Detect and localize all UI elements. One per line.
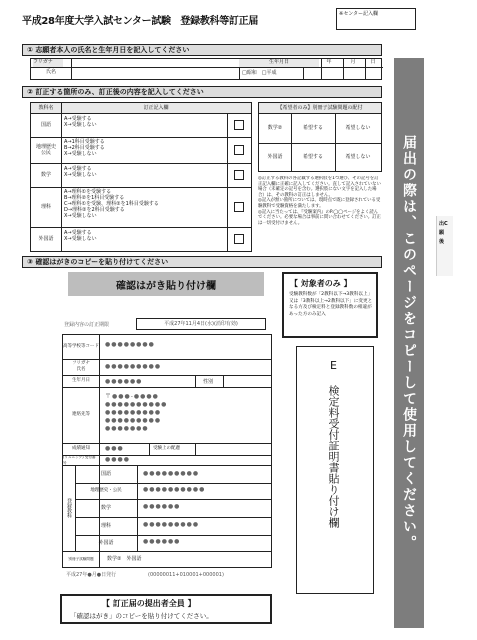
month-label: 月 [350, 59, 356, 65]
booklet-math-yes[interactable]: 希望する [302, 125, 323, 131]
options-chireki: A→1科目受験する B→2科目受験する X→受験しない [64, 139, 105, 157]
entry-chireki[interactable] [234, 145, 244, 155]
day-label: 日 [370, 59, 376, 65]
booklet-foreign: 外国語 [267, 154, 283, 160]
options-rika: A→理科①を受験する B→理科②を1科目受験する C→理科①を受験、理科②を1科目受験する D→理科②を2科目受験する X→受験しない [64, 189, 159, 219]
pc-score: 成績通知 [72, 446, 90, 451]
booklet-math-no[interactable]: 希望しない [345, 125, 371, 131]
pc-name: フリガナ 氏名 [72, 361, 90, 372]
subject-chireki: 地理歴史 公民 [35, 144, 56, 156]
birth-label: 生年月日 [239, 59, 319, 67]
pc-sub-rika: 理科 [100, 523, 111, 529]
col-subject: 教科名 [31, 103, 61, 113]
center-use-box [336, 8, 416, 30]
booklet-foreign-no[interactable]: 希望しない [345, 154, 371, 160]
right-tab-text: 出C 願 後 [439, 221, 448, 245]
furigana-label: フリガナ [33, 59, 63, 67]
pc-footer-code: (00000011+010001+000001) [148, 572, 224, 578]
pc-sub-chireki: 地理歴史・公民 [90, 488, 122, 493]
name-label: 氏名 [45, 69, 56, 75]
copy-banner-text: 届出の際は、このページをコピーして使用してください。 [401, 135, 417, 551]
pc-name-value: ●●●●●●●●● [105, 363, 162, 370]
pc-consider: 受験上の配慮 [153, 446, 180, 451]
section3-heading: ③ 確認はがきのコピーを貼り付けてください [22, 256, 382, 268]
entry-gaikokugo[interactable] [234, 234, 244, 244]
entry-sugaku[interactable] [234, 170, 244, 180]
pc-score-value: ●●● [105, 445, 124, 452]
section2-heading: ② 訂正する箇所のみ、訂正後の内容を記入してください [22, 86, 382, 98]
pc-birth-value: ●●●●●● [105, 378, 143, 385]
submitter-title: 【 訂正届の提出者全員 】 [102, 599, 196, 608]
options-sugaku: A→受験する X→受験しない [64, 166, 97, 178]
subject-sugaku: 数学 [40, 172, 51, 178]
entry-rika[interactable] [234, 202, 244, 212]
stamp-label: E 検定料受付証明書貼り付け欄 [327, 359, 340, 528]
pc-contact: 連絡先等 [72, 412, 90, 417]
pc-subjects: 登録教科 [66, 498, 72, 518]
pc-booklet: 別冊子試験問題 [68, 557, 94, 561]
booklet-math: 数学② [267, 125, 283, 131]
col-entry: 訂正記入欄 [61, 103, 251, 113]
pc-footer-date: 平成27年●月●日発行 [66, 572, 117, 578]
subject-table [30, 102, 252, 252]
options-gaikokugo: A→受験する X→受験しない [64, 230, 97, 242]
pc-listening-value: ●●●● [105, 456, 130, 463]
stamp-paste-area[interactable] [296, 346, 374, 594]
section2-notes: ◎訂正する教科の各記載する選択肢を1つ選び、その記号を訂正記入欄に正確に記入してください。直して記入されていない場合（未確定の記号を含む。選択肢にない文字を記入した場合）は、その教科の訂正はしません。 ◎記入が無い箇所については、現時点で既に登録されている受験教科で受験資格を満たします。 ◎記入に当たっては、『受験案内』のP.◯◯ページをよく読んでください。必要な場合は事前に問い合わせてください。訂正は一切受付けません。 [258, 176, 381, 226]
pc-sub-gaikokugo: 外国語 [98, 540, 114, 546]
options-kokugo: A→受験する X→受験しない [64, 116, 97, 128]
target-box [282, 272, 378, 338]
booklet-table [258, 102, 382, 172]
era-select[interactable]: □昭和 □平成 [242, 70, 277, 76]
section1-heading: ① 志願者本人の氏名と生年月日を記入してください [22, 44, 382, 56]
pc-birth: 生年月日 [72, 378, 90, 383]
year-label: 年 [326, 59, 332, 65]
page-title: 平成28年度大学入試センター試験 登録教科等訂正届 [22, 16, 259, 27]
name-table [30, 58, 382, 80]
submitter-text: 「確認はがき」のコピーを貼り付けてください。 [70, 612, 213, 620]
target-box-text: 受験教科数が「2教科以下→3教科以上」又は「3教科以上→2教科以下」に変更となる方及び検定料と登録教科数の相違があった方のみ記入 [289, 292, 373, 317]
copy-banner [394, 58, 424, 628]
pc-sub-kokugo: 国語 [100, 471, 111, 477]
pc-booklet-values: 数学② 外国語 [107, 556, 142, 562]
deadline-box: 平成27年11月4日(水)(消印有効) [136, 318, 266, 330]
registered-label: 登録内容の訂正期限 [64, 322, 110, 328]
pc-sub-sugaku: 数学 [100, 505, 111, 511]
subject-rika: 理科 [40, 204, 51, 210]
pc-school-code-value: ●●●●●●●● [105, 341, 155, 348]
subject-kokugo: 国語 [40, 122, 51, 128]
right-tab [436, 216, 453, 276]
pc-contact-value: 〒●●●-●●●● ●●●●●●●●●● ●●●●●●●●● ●●●●●●●●● ●●●●●●● [105, 393, 168, 432]
pc-sex: 性別 [203, 379, 214, 385]
center-use-label: ※センター記入欄 [339, 11, 378, 17]
target-box-title: 【 対象者のみ 】 [290, 279, 352, 288]
pc-listening: (リスニング) 受付番号 [63, 455, 96, 465]
entry-kokugo[interactable] [234, 120, 244, 130]
booklet-foreign-yes[interactable]: 希望する [302, 154, 323, 160]
postcard-table: 高等学校等コード ●●●●●●●● フリガナ 氏名 ●●●●●●●●● 生年月日 ●●●●●● 性別 連絡先等 〒●●●-●●●● ●●●●●●●●●● ●●●●●●●●● ●●●●●●●●● ●●●●●●● 成績通知 ●●● 受験上の配慮 (リスニング) 受付番号 ●●●● 登録教科 国語 地理歴史・公民 数学 理科 外国語 ●●●●●●●●● ●●●●●●●●●● ●●●●●● ●●●●●●●●● ●●●●●● 別冊子試験問題 数学② 外国語 [62, 334, 272, 568]
subject-gaikokugo: 外国語 [38, 236, 54, 242]
submitter-box [60, 594, 272, 624]
paste-label: 確認はがき貼り付け欄 [68, 272, 264, 296]
booklet-header: 【希望者のみ】別冊子試験問題の配付 [259, 103, 381, 113]
pc-school-code: 高等学校等コード [63, 344, 99, 349]
